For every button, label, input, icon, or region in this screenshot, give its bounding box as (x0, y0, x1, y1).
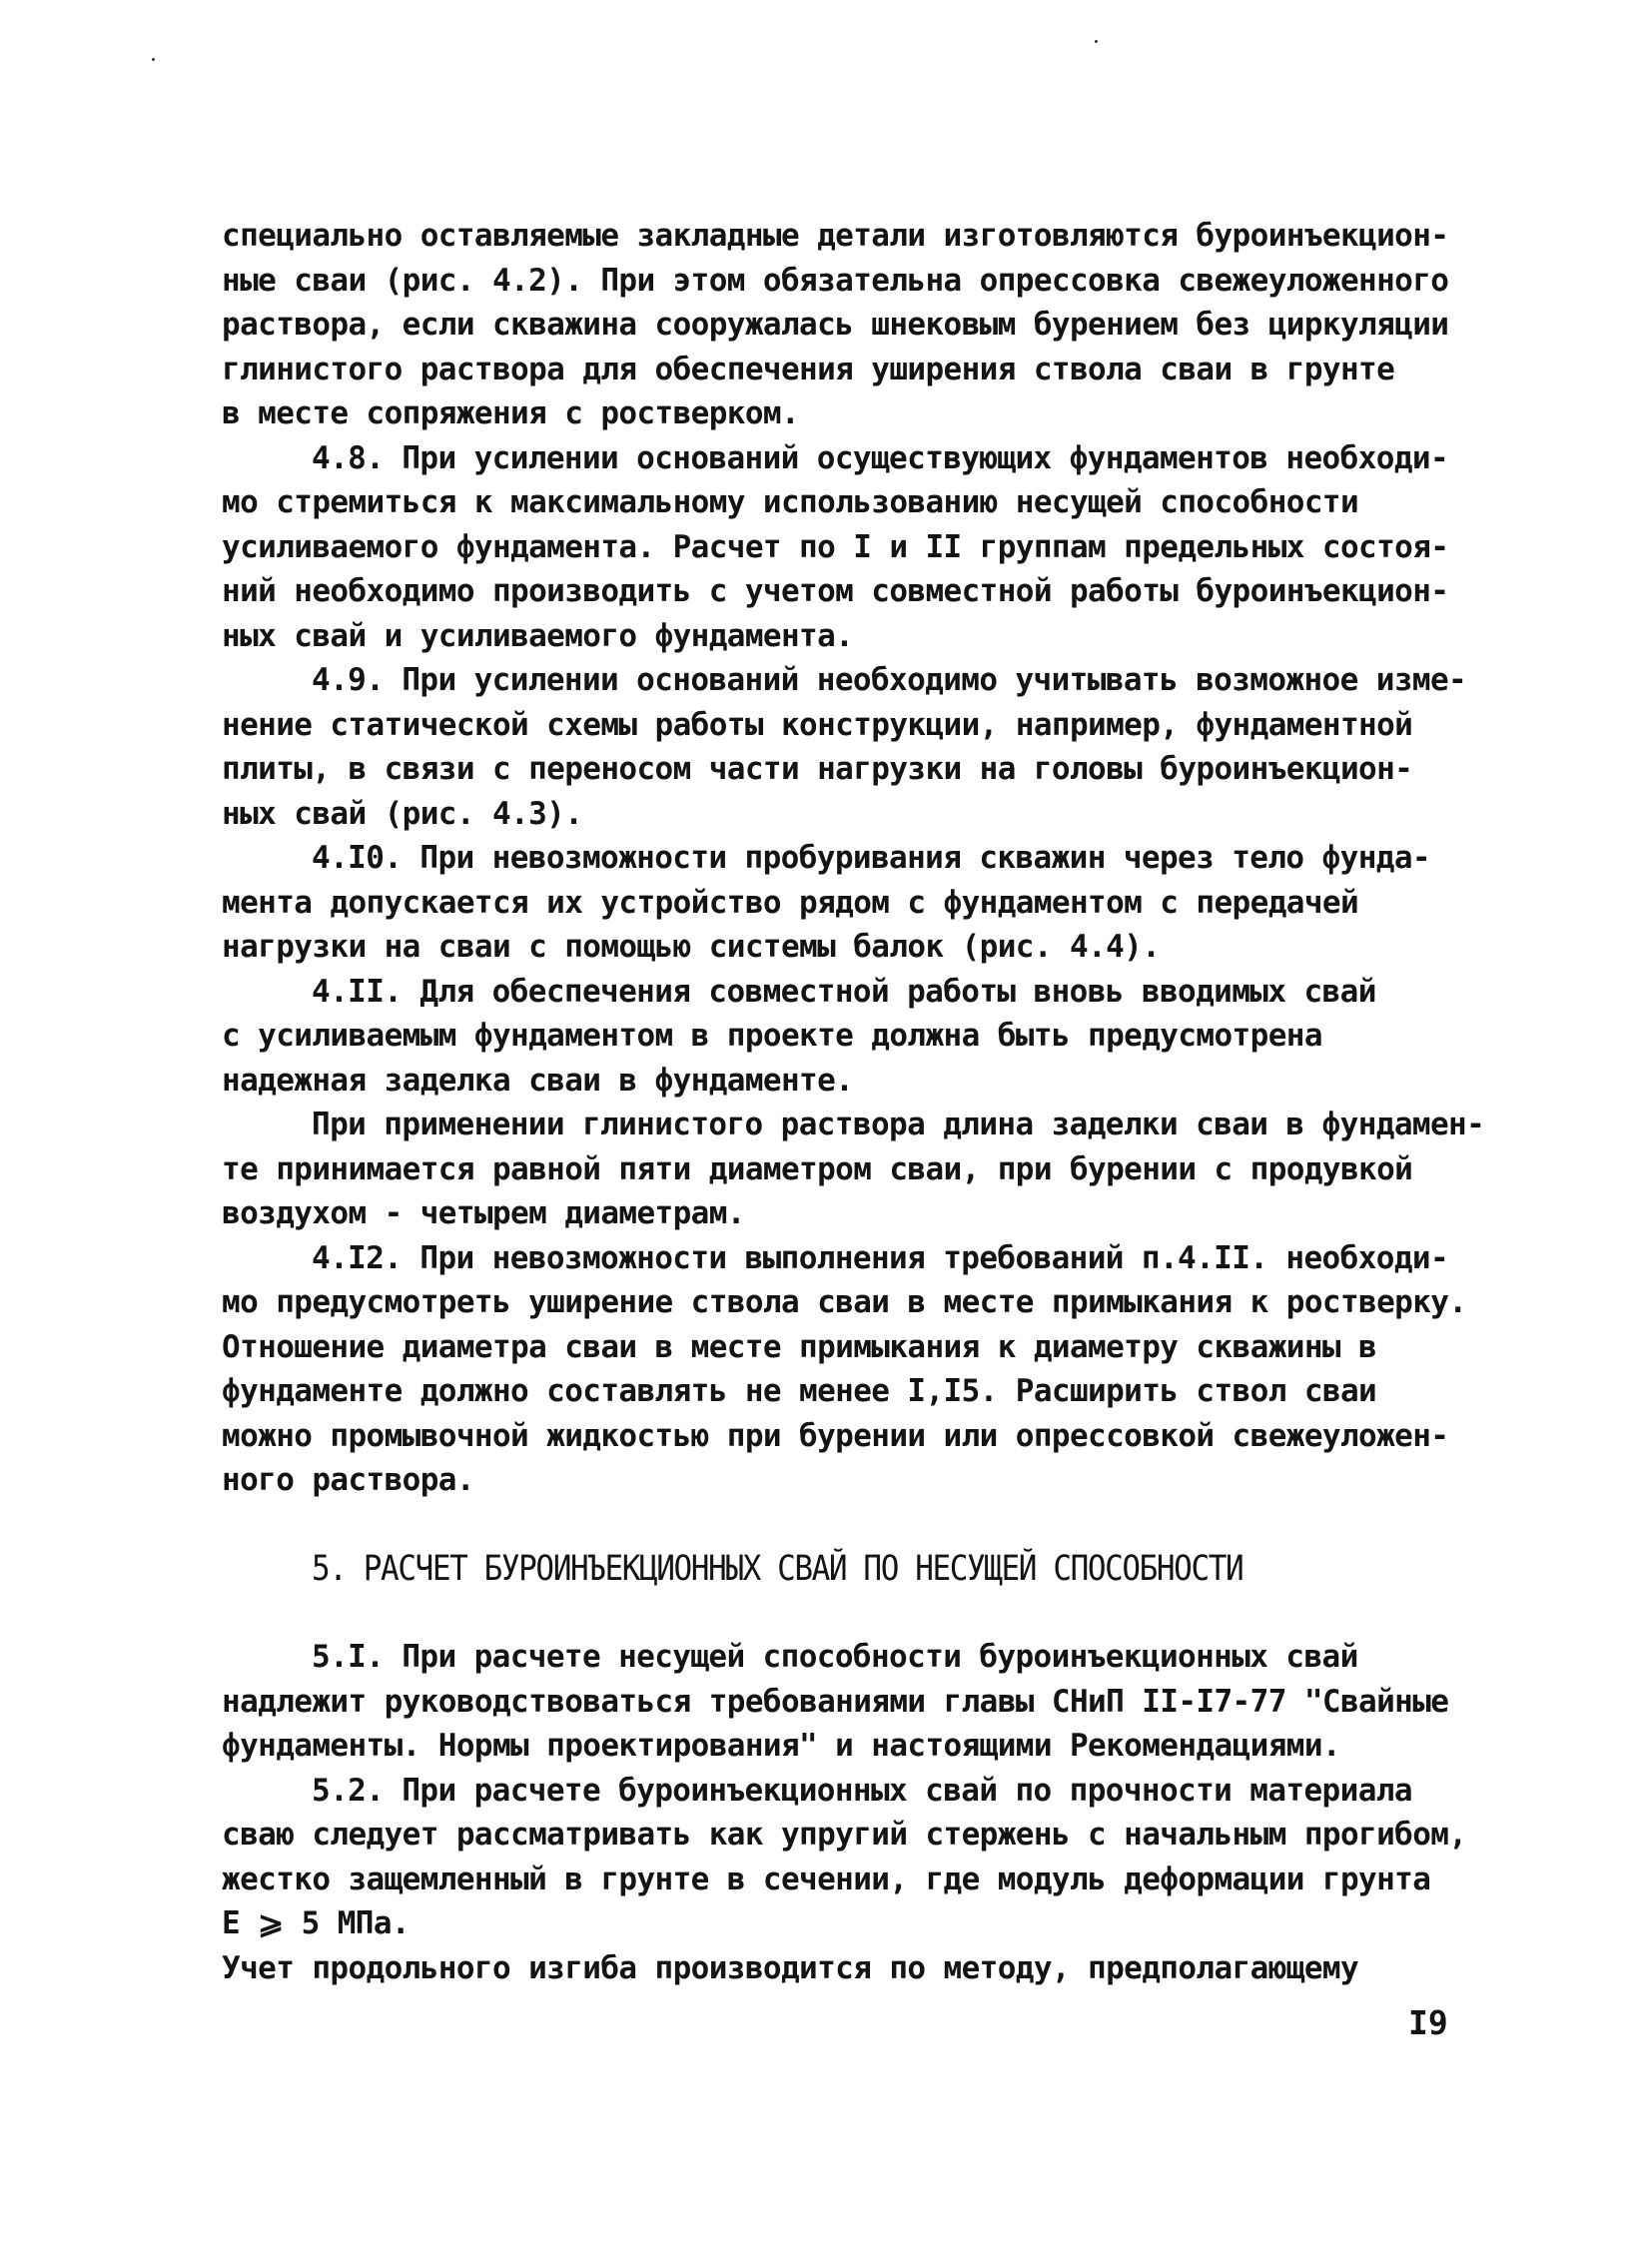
paragraph-4-12-first-line: 4.I2. При невозможности выполнения требований п.4.II. необходи- (312, 1239, 1449, 1276)
text-line: можно промывочной жидкостью при бурении или опрессовкой свежеуложен- (222, 1417, 1449, 1454)
paragraph-4-11-first-line: 4.II. Для обеспечения совместной работы вновь вводимых свай (312, 973, 1376, 1010)
text-line: Отношение диаметра сваи в месте примыкания к диаметру скважины в (222, 1328, 1377, 1365)
section-heading: 5. РАСЧЕТ БУРОИНЪЕКЦИОННЫХ СВАЙ ПО НЕСУЩЕЙ СПОСОБНОСТИ (312, 1548, 1243, 1589)
text-line: фундаменте должно составлять не менее I,I5. Расширить ствол сваи (222, 1373, 1377, 1409)
paragraph-4-9-first-line: 4.9. При усилении оснований необходимо учитывать возможное изме- (312, 662, 1467, 698)
text-line: нагрузки на сваи с помощью системы балок (рис. 4.4). (222, 929, 1161, 965)
text-line: с усиливаемым фундаментом в проекте должна быть предусмотрена (222, 1018, 1322, 1054)
text-line: воздухом - четырем диаметрам. (222, 1195, 745, 1231)
text-line: те принимается равной пяти диаметром сваи, при бурении с продувкой (222, 1150, 1413, 1187)
paragraph-5-2-first-line: 5.2. При расчете буроинъекционных свай по прочности материала (312, 1772, 1412, 1809)
scan-speck (152, 58, 155, 61)
text-line: специально оставляемые закладные детали изготовляются буроинъекцион- (222, 218, 1449, 254)
text-line: ний необходимо производить с учетом совместной работы буроинъекцион- (222, 573, 1449, 609)
paragraph-4-8-first-line: 4.8. При усилении оснований осуществующих фундаментов необходи- (312, 439, 1449, 476)
text-line: мо стремиться к максимальному использованию несущей способности (222, 484, 1359, 520)
text-line: надлежит руководствоваться требованиями главы СНиП II-I7-77 "Свайные (222, 1683, 1449, 1720)
text-line: Учет продольного изгиба производится по методу, предполагающему (222, 1949, 1359, 1986)
text-line: ных свай и усиливаемого фундамента. (222, 617, 854, 654)
document-body (222, 214, 1520, 1990)
text-line: сваю следует рассматривать как упругий стержень с начальным прогибом, (222, 1817, 1467, 1853)
text-line: нение статической схемы работы конструкции, например, фундаментной (222, 706, 1413, 743)
paragraph-clay-first-line: При применении глинистого раствора длина заделки сваи в фундамен- (312, 1107, 1485, 1142)
text-line: плиты, в связи с переносом части нагрузки на головы буроинъекцион- (222, 751, 1413, 787)
text-line: фундаменты. Нормы проектирования" и настоящими Рекомендациями. (222, 1728, 1340, 1764)
text-line: усиливаемого фундамента. Расчет по I и II группам предельных состоя- (222, 528, 1449, 565)
text-line: ные сваи (рис. 4.2). При этом обязательна опрессовка свежеуложенного (222, 262, 1449, 299)
scan-speck (1095, 40, 1098, 43)
text-line: мо предусмотреть уширение ствола сваи в месте примыкания к ростверку. (222, 1284, 1467, 1320)
text-line: раствора, если скважина сооружалась шнековым бурением без циркуляции (222, 307, 1449, 343)
text-line: ных свай (рис. 4.3). (222, 795, 583, 832)
text-line: глинистого раствора для обеспечения уширения ствола сваи в грунте (222, 351, 1395, 387)
text-line: мента допускается их устройство рядом с фундаментом с передачей (222, 884, 1359, 921)
text-line: в месте сопряжения с ростверком. (222, 395, 800, 431)
text-line: ного раствора. (222, 1462, 474, 1498)
page-number: I9 (1408, 2003, 1448, 2042)
text-line: надежная заделка сваи в фундаменте. (222, 1062, 854, 1099)
text-line: E ⩾ 5 МПа. (222, 1905, 410, 1941)
paragraph-4-10-first-line: 4.I0. При невозможности пробуривания скважин через тело фунда- (312, 840, 1430, 876)
text-line: жестко защемленный в грунте в сечении, где модуль деформации грунта (222, 1861, 1431, 1897)
paragraph-5-1-first-line: 5.I. При расчете несущей способности буроинъекционных свай (312, 1639, 1358, 1675)
